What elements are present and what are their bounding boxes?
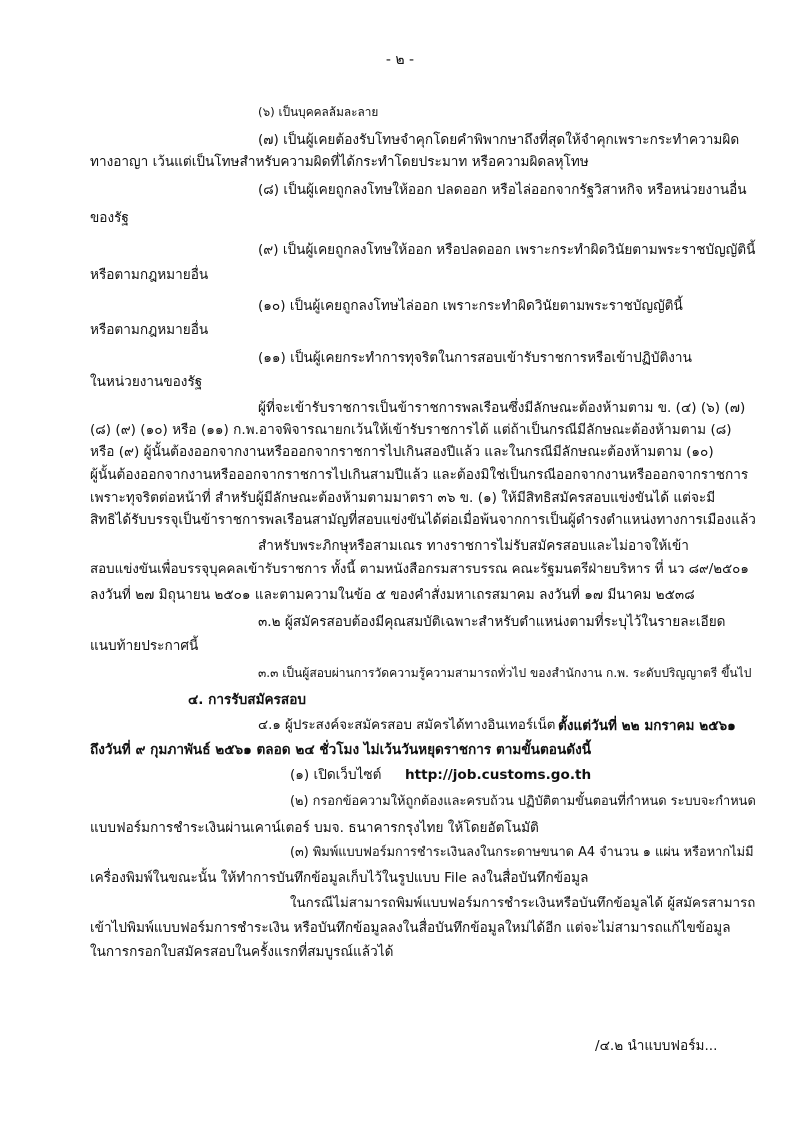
text-line: สำหรับพระภิกษุหรือสามเณร ทางราชการไม่รับสมัครสอบและไม่อาจให้เข้า [258,538,689,554]
text-line: (๗) เป็นผู้เคยต้องรับโทษจำคุกโดยคำพิพากษาถึงที่สุดให้จำคุกเพราะกระทำความผิด [258,132,740,148]
text-line: (๘) (๙) (๑๐) หรือ (๑๑) ก.พ.อาจพิจารณายกเว้นให้เข้ารับราชการได้ แต่ถ้าเป็นกรณีมีลักษณะต้องห้ามตาม (๘) [90,422,732,438]
text-line: ผู้ที่จะเข้ารับราชการเป็นข้าราชการพลเรือนซึ่งมีลักษณะต้องห้ามตาม ข. (๔) (๖) (๗) [258,400,746,416]
date-range-end: ถึงวันที่ ๙ กุมภาพันธ์ ๒๕๖๑ ตลอด ๒๔ ชั่วโมง ไม่เว้นวันหยุดราชการ ตามขั้นตอนดังนี้ [90,742,591,758]
text-line: ทางอาญา เว้นแต่เป็นโทษสำหรับความผิดที่ได้กระทำโดยประมาท หรือความผิดลหุโทษ [90,154,589,170]
text-line: ในหน่วยงานของรัฐ [90,374,203,390]
text-line: ลงวันที่ ๒๗ มิถุนายน ๒๕๐๑ และตามความในข้อ ๕ ของคำสั่งมหาเถรสมาคม ลงวันที่ ๑๗ มีนาคม ๒๕๓๘ [90,587,695,603]
text-line: (๙) เป็นผู้เคยถูกลงโทษให้ออก หรือปลดออก เพราะกระทำผิดวินัยตามพระราชบัญญัตินี้ [258,242,756,258]
text-line: เครื่องพิมพ์ในขณะนั้น ให้ทำการบันทึกข้อมูลเก็บไว้ในรูปแบบ File ลงในสื่อบันทึกข้อมูล [90,870,589,886]
text-line: สอบแข่งขันเพื่อบรรจุบุคคลเข้ารับราชการ ทั้งนี้ ตามหนังสือกรมสารบรรณ คณะรัฐมนตรีฝ่ายบริหาร ที่ นว ๘๙/๒๕๐๑ [90,562,749,577]
text-line: สิทธิได้รับบรรจุเป็นข้าราชการพลเรือนสามัญที่สอบแข่งขันได้ต่อเมื่อพ้นจากการเป็นผู้ดำรงตำแหน่งทางการเมืองแล้ว [90,512,756,528]
website-url[interactable]: http://job.customs.go.th [405,767,592,783]
text-line: ของรัฐ [90,210,129,226]
section-heading: ๔. การรับสมัครสอบ [188,692,307,708]
text-line: ๓.๓ เป็นผู้สอบผ่านการวัดความรู้ความสามารถทั่วไป ของสำนักงาน ก.พ. ระดับปริญญาตรี ขึ้นไป [258,666,752,680]
text-line: (๑) เปิดเว็บไซต์ [290,767,382,783]
text-line: หรือตามกฎหมายอื่น [90,322,209,338]
text-line: ๓.๒ ผู้สมัครสอบต้องมีคุณสมบัติเฉพาะสำหรับตำแหน่งตามที่ระบุไว้ในรายละเอียด [258,614,726,630]
text-line: ในกรณีไม่สามารถพิมพ์แบบฟอร์มการชำระเงินหรือบันทึกข้อมูลได้ ผู้สมัครสามารถ [290,896,756,911]
text-line: (๑๑) เป็นผู้เคยกระทำการทุจริตในการสอบเข้ารับราชการหรือเข้าปฏิบัติงาน [258,350,692,366]
text-line: (๓) พิมพ์แบบฟอร์มการชำระเงินลงในกระดาษขนาด A4 จำนวน ๑ แผ่น หรือหากไม่มี [290,845,754,860]
text-line: แนบท้ายประกาศนี้ [90,638,199,654]
date-range-start: ตั้งแต่วันที่ ๒๒ มกราคม ๒๕๖๑ [558,718,736,734]
text-line: ในการกรอกใบสมัครสอบในครั้งแรกที่สมบูรณ์แล้วได้ [90,944,394,960]
text-line: (๘) เป็นผู้เคยถูกลงโทษให้ออก ปลดออก หรือไล่ออกจากรัฐวิสาหกิจ หรือหน่วยงานอื่น [258,182,747,198]
text-line: เพราะทุจริตต่อหน้าที่ สำหรับผู้มีลักษณะต้องห้ามตามมาตรา ๓๖ ข. (๑) ให้มีสิทธิสมัครสอบแข่งขันได้ แต่จะมี [90,490,716,506]
continuation-note: /๔.๒ นำแบบฟอร์ม... [595,1038,718,1054]
page-number: - ๒ - [385,52,415,68]
text-line: ๔.๑ ผู้ประสงค์จะสมัครสอบ สมัครได้ทางอินเทอร์เน็ต [258,718,556,733]
text-line: แบบฟอร์มการชำระเงินผ่านเคาน์เตอร์ บมจ. ธนาคารกรุงไทย ให้โดยอัตโนมัติ [90,820,539,836]
text-line: ผู้นั้นต้องออกจากงานหรือออกจากราชการไปเกินสามปีแล้ว และต้องมิใช่เป็นกรณีออกจากงานหรือออกจากราชการ [90,467,749,483]
text-line: หรือตามกฎหมายอื่น [90,267,209,283]
text-line: หรือ (๙) ผู้นั้นต้องออกจากงานหรือออกจากราชการไปเกินสองปีแล้ว และในกรณีมีลักษณะต้องห้ามตาม (๑๐) [90,444,714,460]
text-line: (๖) เป็นบุคคลล้มละลาย [258,105,379,119]
text-line: (๑๐) เป็นผู้เคยถูกลงโทษไล่ออก เพราะกระทำผิดวินัยตามพระราชบัญญัตินี้ [258,298,683,314]
text-line: เข้าไปพิมพ์แบบฟอร์มการชำระเงิน หรือบันทึกข้อมูลลงในสื่อบันทึกข้อมูลใหม่ได้อีก แต่จะไม่สามารถแก้ไขข้อมูล [90,920,731,936]
text-line: (๒) กรอกข้อความให้ถูกต้องและครบถ้วน ปฏิบัติตามขั้นตอนที่กำหนด ระบบจะกำหนด [290,794,756,809]
